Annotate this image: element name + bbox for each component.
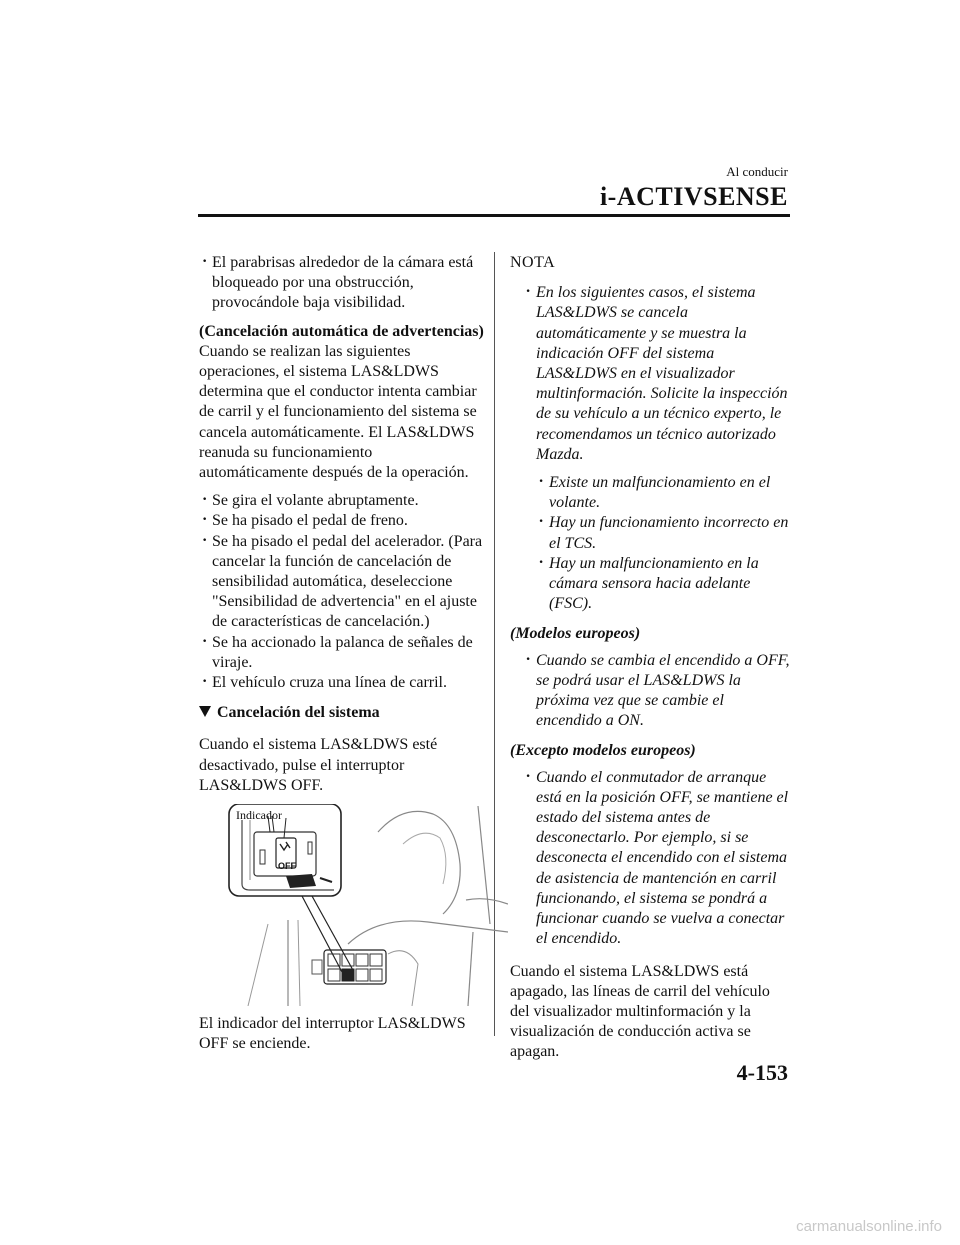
eu-heading: (Modelos europeos) (510, 625, 641, 643)
figure-indicator-label: Indicador (236, 808, 282, 823)
section-title: Cancelación del sistema (217, 704, 380, 722)
right-column (510, 253, 792, 1063)
nota-title: NOTA (510, 254, 556, 271)
switch-figure (228, 804, 508, 1006)
page-number: 4-153 (736, 1060, 788, 1085)
switch-off-text: OFF (278, 861, 296, 872)
list-item: · Hay un malfuncionamiento en la cámara sensora hacia adelante (FSC). (536, 554, 792, 615)
nota-list (523, 283, 792, 465)
left-bullet-list-top (199, 253, 484, 314)
subheading-auto-cancel: (Cancelación automática de advertencias) (199, 322, 484, 340)
paragraph: Cuando se realizan las siguientes operaciones, el sistema LAS&LDWS determina que el conductor intenta cambiar de carril y el funcionamiento del sistema se cancela automáticamente. El LAS&LDWS reanuda su funcionamiento automáticamente después de la operación. (199, 342, 477, 482)
list-item: · Se ha pisado el pedal del acelerador. (Para cancelar la función de cancelación de sensibilidad automática, deseleccione "Sensibilidad de advertencia" en el ajuste de características de cancelación.) (199, 532, 484, 633)
final-paragraph: Cuando el sistema LAS&LDWS está apagado, las líneas de carril del vehículo del visualizador multinformación y la visualización de conducción activa se apagan. (510, 962, 770, 1061)
list-item: · Hay un funcionamiento incorrecto en el TCS. (536, 513, 792, 553)
list-item: · Se ha pisado el pedal de freno. (199, 511, 484, 531)
watermark: carmanualsonline.info (796, 1218, 942, 1235)
header-chapter-title: i-ACTIVSENSE (599, 182, 788, 211)
dashboard-switch-illustration (228, 804, 508, 1006)
triangle-marker-icon (199, 706, 211, 717)
nota-block (510, 283, 792, 614)
non-eu-heading: (Excepto modelos europeos) (510, 742, 696, 760)
figure-caption: El indicador del interruptor LAS&LDWS OFF se enciende. (199, 1015, 466, 1053)
section-paragraph: Cuando el sistema LAS&LDWS esté desactivado, pulse el interruptor LAS&LDWS OFF. (199, 736, 438, 794)
header-section-label: Al conducir (726, 164, 788, 179)
list-item: · Cuando se cambia el encendido a OFF, se podrá usar el LAS&LDWS la próxima vez que se cambie el encendido a ON. (523, 651, 792, 732)
non-eu-list (510, 768, 792, 950)
list-item: · Existe un malfuncionamiento en el volante. (536, 473, 792, 513)
left-bullet-list (199, 491, 484, 693)
nota-sublist (523, 473, 792, 614)
list-item: · Se ha accionado la palanca de señales de viraje. (199, 633, 484, 673)
header-rule (198, 214, 790, 217)
list-item: · Se gira el volante abruptamente. (199, 491, 484, 511)
list-item: · El parabrisas alrededor de la cámara está bloqueado por una obstrucción, provocándole baja visibilidad. (199, 253, 484, 314)
list-item: · En los siguientes casos, el sistema LAS&LDWS se cancela automáticamente y se muestra la indicación OFF del sistema LAS&LDWS en el visualizador multinformación. Solicite la inspección de su vehículo a un técnico experto, le recomendamos un técnico autorizado Mazda. (523, 283, 792, 465)
list-item: · El vehículo cruza una línea de carril. (199, 673, 484, 693)
left-column (199, 253, 484, 1054)
list-item: · Cuando el conmutador de arranque está en la posición OFF, se mantiene el estado del sistema antes de desconectarlo. Por ejemplo, si se desconecta el encendido con el sistema de asistencia de mantención en carril funcionando, el sistema se pondrá a funcionar cuando se vuelva a conectar el encendido. (523, 768, 792, 950)
eu-list (510, 651, 792, 732)
section-heading (199, 703, 484, 723)
